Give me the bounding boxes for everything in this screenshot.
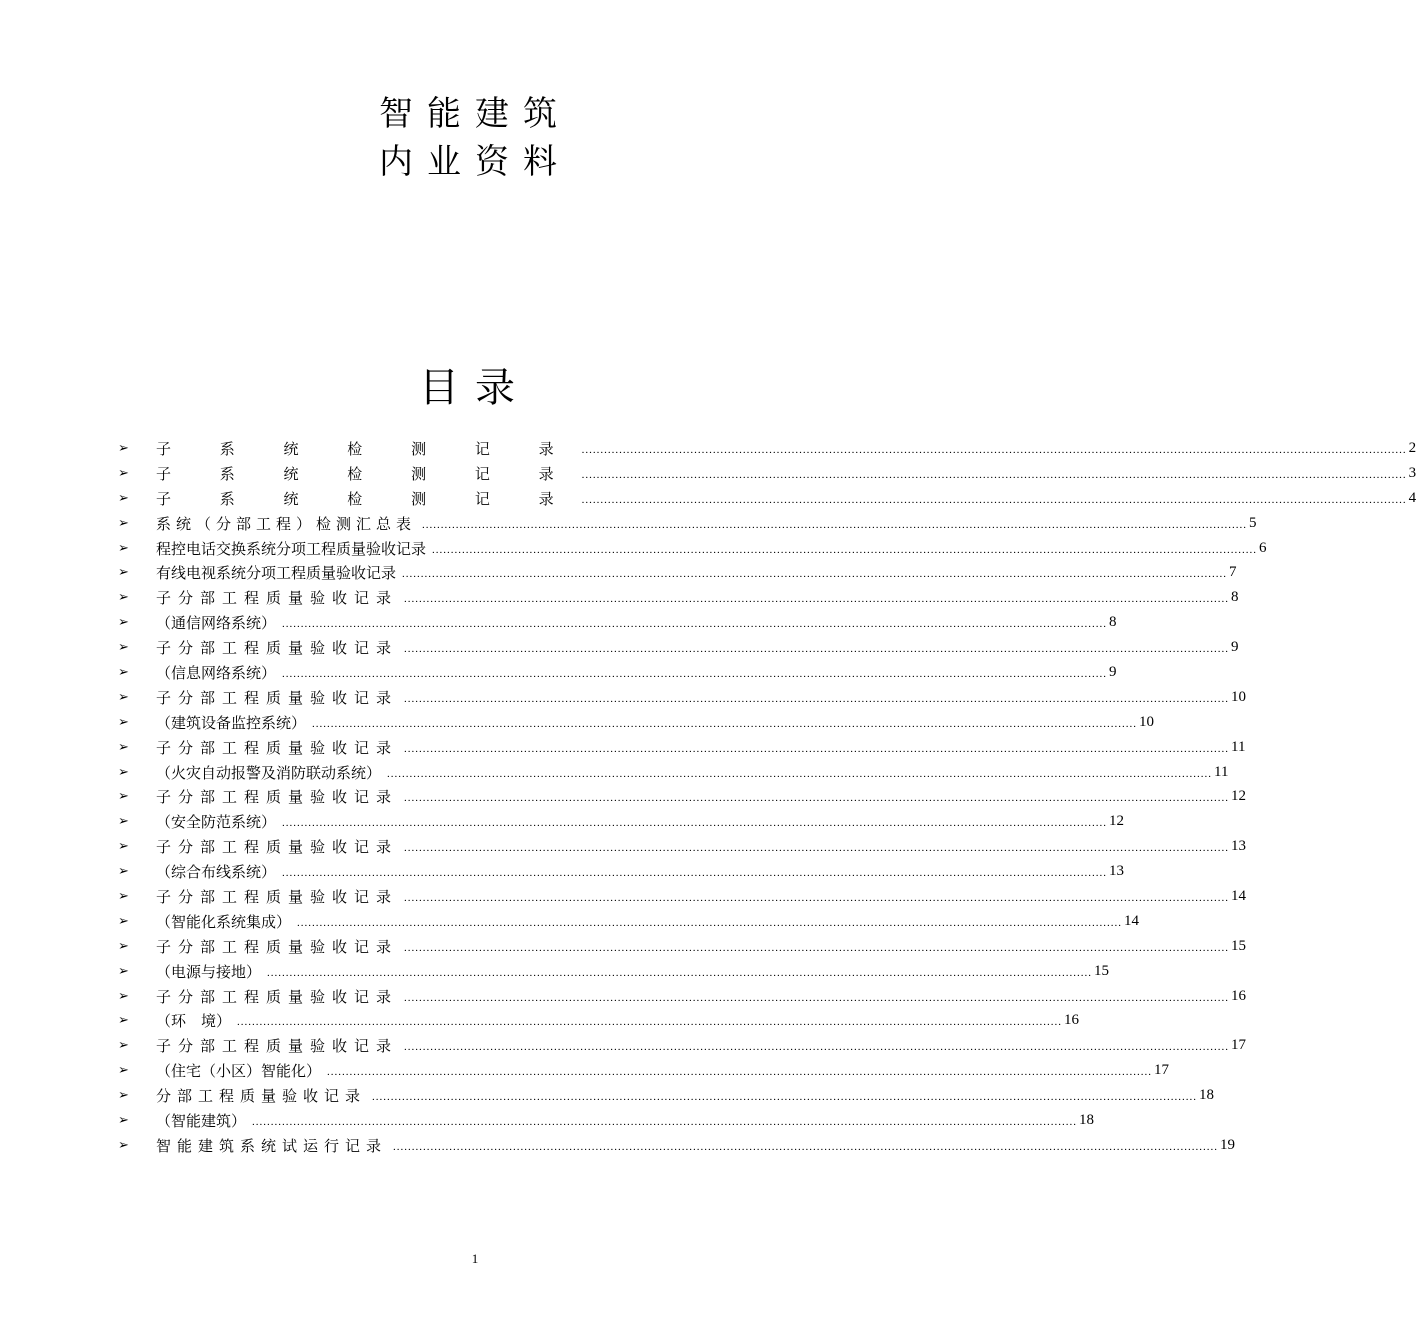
toc-entry-page: 17 — [1154, 1062, 1170, 1079]
toc-leader-dots: ............................................................................................................................................................................................................................ — [312, 717, 1138, 730]
toc-entry-page: 18 — [1199, 1087, 1215, 1104]
toc-leader-dots: ............................................................................................................................................................................................................................ — [237, 1016, 1063, 1029]
toc-entry[interactable] — [118, 560, 1237, 585]
toc-entry-label: 子分部工程质量验收记录 — [156, 639, 399, 658]
toc-entry[interactable] — [118, 884, 1247, 909]
bullet-arrow-icon: ➢ — [118, 590, 129, 606]
toc-leader-dots: ............................................................................................................................................................................................................................ — [404, 842, 1230, 855]
bullet-arrow-icon: ➢ — [118, 839, 129, 855]
bullet-arrow-icon: ➢ — [118, 490, 129, 506]
toc-entry-label: （通信网络系统） — [156, 614, 277, 633]
bullet-arrow-icon: ➢ — [118, 664, 129, 680]
toc-leader-dots: ............................................................................................................................................................................................................................ — [252, 1115, 1078, 1128]
toc-entry-label: （安全防范系统） — [156, 813, 277, 832]
document-title-line2: 内业资料 — [379, 142, 571, 182]
toc-leader-dots: ............................................................................................................................................................................................................................ — [404, 941, 1230, 954]
toc-entry-label: 子分部工程质量验收记录 — [156, 1037, 399, 1056]
toc-leader-dots: ............................................................................................................................................................................................................................ — [393, 1140, 1219, 1153]
toc-entry-page: 7 — [1229, 564, 1237, 581]
toc-entry[interactable] — [118, 809, 1125, 834]
toc-entry[interactable] — [118, 610, 1117, 635]
bullet-arrow-icon: ➢ — [118, 764, 129, 780]
toc-entry-page: 14 — [1231, 887, 1247, 904]
toc-leader-dots: ............................................................................................................................................................................................................................ — [404, 891, 1230, 904]
toc-entry[interactable] — [118, 934, 1247, 959]
toc-entry[interactable] — [118, 660, 1117, 685]
toc-leader-dots: ............................................................................................................................................................................................................................ — [327, 1066, 1153, 1079]
toc-leader-dots: ............................................................................................................................................................................................................................ — [581, 468, 1407, 481]
toc-leader-dots: ............................................................................................................................................................................................................................ — [404, 692, 1230, 705]
toc-entry-page: 19 — [1220, 1136, 1236, 1153]
toc-entry-label: 子 系 统 检 测 记 录 — [156, 439, 576, 458]
bullet-arrow-icon: ➢ — [118, 1063, 129, 1079]
toc-entry-label: 子分部工程质量验收记录 — [156, 987, 399, 1006]
toc-entry-page: 6 — [1259, 539, 1267, 556]
toc-entry[interactable] — [118, 685, 1247, 710]
toc-entry-label: （智能建筑） — [156, 1111, 247, 1130]
bullet-arrow-icon: ➢ — [118, 689, 129, 705]
toc-leader-dots: ............................................................................................................................................................................................................................ — [581, 493, 1407, 506]
toc-entry-page: 13 — [1231, 838, 1247, 855]
toc-entry-page: 9 — [1109, 663, 1117, 680]
toc-entry[interactable] — [118, 859, 1125, 884]
toc-entry-label: （智能化系统集成） — [156, 912, 292, 931]
toc-entry-label: （建筑设备监控系统） — [156, 713, 307, 732]
toc-entry[interactable] — [118, 909, 1140, 934]
toc-entry-page: 2 — [1408, 439, 1416, 456]
bullet-arrow-icon: ➢ — [118, 615, 129, 631]
toc-entry-label: 子分部工程质量验收记录 — [156, 788, 399, 807]
toc-entry-page: 16 — [1064, 1012, 1080, 1029]
bullet-arrow-icon: ➢ — [118, 515, 129, 531]
toc-entry-label: 分部工程质量验收记录 — [156, 1087, 367, 1106]
toc-leader-dots: ............................................................................................................................................................................................................................ — [267, 966, 1093, 979]
toc-entry-label: （综合布线系统） — [156, 863, 277, 882]
toc-entry[interactable] — [118, 635, 1239, 660]
toc-entry[interactable] — [118, 735, 1246, 760]
toc-entry[interactable] — [118, 585, 1239, 610]
toc-entry-page: 17 — [1231, 1037, 1247, 1054]
bullet-arrow-icon: ➢ — [118, 739, 129, 755]
toc-leader-dots: ............................................................................................................................................................................................................................ — [387, 767, 1213, 780]
toc-entry-label: 子分部工程质量验收记录 — [156, 937, 399, 956]
toc-leader-dots: ............................................................................................................................................................................................................................ — [282, 618, 1108, 631]
bullet-arrow-icon: ➢ — [118, 1112, 129, 1128]
toc-leader-dots: ............................................................................................................................................................................................................................ — [422, 518, 1248, 531]
toc-entry[interactable] — [118, 710, 1155, 735]
toc-entry[interactable] — [118, 536, 1267, 561]
toc-leader-dots: ............................................................................................................................................................................................................................ — [297, 916, 1123, 929]
toc-entry[interactable] — [118, 436, 1416, 461]
toc-entry-label: （信息网络系统） — [156, 663, 277, 682]
toc-leader-dots: ............................................................................................................................................................................................................................ — [404, 991, 1230, 1004]
toc-entry-page: 10 — [1231, 688, 1247, 705]
toc-entry[interactable] — [118, 959, 1110, 984]
document-title-line1: 智能建筑 — [379, 94, 571, 134]
toc-entry-label: （环 境） — [156, 1012, 232, 1031]
toc-entry-label: 子 系 统 检 测 记 录 — [156, 489, 576, 508]
table-of-contents — [118, 436, 1416, 1158]
toc-heading: 目录 — [419, 365, 531, 411]
bullet-arrow-icon: ➢ — [118, 888, 129, 904]
toc-entry[interactable] — [118, 760, 1229, 785]
toc-leader-dots: ............................................................................................................................................................................................................................ — [372, 1091, 1198, 1104]
toc-entry[interactable] — [118, 1008, 1080, 1033]
toc-leader-dots: ............................................................................................................................................................................................................................ — [404, 593, 1230, 606]
bullet-arrow-icon: ➢ — [118, 988, 129, 1004]
toc-entry[interactable] — [118, 784, 1247, 809]
toc-entry-page: 16 — [1231, 987, 1247, 1004]
toc-leader-dots: ............................................................................................................................................................................................................................ — [432, 543, 1258, 556]
toc-entry-page: 12 — [1231, 788, 1247, 805]
page-number: 1 — [471, 1251, 479, 1266]
toc-entry-page: 9 — [1231, 639, 1239, 656]
toc-entry-label: 子 系 统 检 测 记 录 — [156, 464, 576, 483]
bullet-arrow-icon: ➢ — [118, 789, 129, 805]
toc-entry-page: 11 — [1231, 738, 1246, 755]
toc-entry[interactable] — [118, 1133, 1236, 1158]
bullet-arrow-icon: ➢ — [118, 814, 129, 830]
toc-entry[interactable] — [118, 1083, 1215, 1108]
toc-entry-label: 子分部工程质量验收记录 — [156, 738, 399, 757]
toc-entry-page: 13 — [1109, 863, 1125, 880]
toc-entry-page: 8 — [1231, 589, 1239, 606]
toc-entry-label: 子分部工程质量验收记录 — [156, 887, 399, 906]
toc-entry-page: 8 — [1109, 614, 1117, 631]
toc-entry-label: 系统（分部工程）检测汇总表 — [156, 514, 417, 533]
toc-entry-page: 18 — [1079, 1111, 1095, 1128]
toc-leader-dots: ............................................................................................................................................................................................................................ — [402, 568, 1228, 581]
toc-entry-label: 程控电话交换系统分项工程质量验收记录 — [156, 539, 427, 558]
bullet-arrow-icon: ➢ — [118, 540, 129, 556]
toc-entry-label: 子分部工程质量验收记录 — [156, 589, 399, 608]
bullet-arrow-icon: ➢ — [118, 1137, 129, 1153]
toc-entry-page: 4 — [1408, 489, 1416, 506]
toc-leader-dots: ............................................................................................................................................................................................................................ — [404, 643, 1230, 656]
toc-entry-page: 15 — [1094, 962, 1110, 979]
toc-entry-page: 10 — [1139, 713, 1155, 730]
toc-entry-label: （住宅（小区）智能化） — [156, 1062, 322, 1081]
toc-entry-page: 12 — [1109, 813, 1125, 830]
bullet-arrow-icon: ➢ — [118, 565, 129, 581]
toc-entry-page: 5 — [1249, 514, 1257, 531]
toc-leader-dots: ............................................................................................................................................................................................................................ — [404, 792, 1230, 805]
toc-entry-page: 3 — [1408, 464, 1416, 481]
toc-entry[interactable] — [118, 461, 1416, 486]
toc-entry-label: 子分部工程质量验收记录 — [156, 838, 399, 857]
bullet-arrow-icon: ➢ — [118, 640, 129, 656]
bullet-arrow-icon: ➢ — [118, 1013, 129, 1029]
toc-leader-dots: ............................................................................................................................................................................................................................ — [581, 443, 1407, 456]
toc-entry[interactable] — [118, 834, 1247, 859]
bullet-arrow-icon: ➢ — [118, 440, 129, 456]
bullet-arrow-icon: ➢ — [118, 938, 129, 954]
toc-entry-label: （火灾自动报警及消防联动系统） — [156, 763, 382, 782]
bullet-arrow-icon: ➢ — [118, 1038, 129, 1054]
bullet-arrow-icon: ➢ — [118, 465, 129, 481]
toc-leader-dots: ............................................................................................................................................................................................................................ — [404, 1041, 1230, 1054]
toc-leader-dots: ............................................................................................................................................................................................................................ — [282, 817, 1108, 830]
toc-leader-dots: ............................................................................................................................................................................................................................ — [282, 867, 1108, 880]
bullet-arrow-icon: ➢ — [118, 1088, 129, 1104]
toc-entry-page: 11 — [1214, 763, 1229, 780]
toc-leader-dots: ............................................................................................................................................................................................................................ — [404, 742, 1230, 755]
toc-entry[interactable] — [118, 486, 1416, 511]
toc-entry[interactable] — [118, 1058, 1170, 1083]
toc-entry-page: 14 — [1124, 912, 1140, 929]
toc-entry-label: 子分部工程质量验收记录 — [156, 688, 399, 707]
toc-entry-label: （电源与接地） — [156, 962, 262, 981]
toc-entry[interactable] — [118, 511, 1257, 536]
bullet-arrow-icon: ➢ — [118, 864, 129, 880]
toc-entry[interactable] — [118, 1108, 1095, 1133]
toc-entry[interactable] — [118, 984, 1247, 1009]
toc-leader-dots: ............................................................................................................................................................................................................................ — [282, 667, 1108, 680]
bullet-arrow-icon: ➢ — [118, 913, 129, 929]
bullet-arrow-icon: ➢ — [118, 714, 129, 730]
bullet-arrow-icon: ➢ — [118, 963, 129, 979]
toc-entry-label: 有线电视系统分项工程质量验收记录 — [156, 564, 397, 583]
toc-entry-label: 智能建筑系统试运行记录 — [156, 1136, 388, 1155]
toc-entry[interactable] — [118, 1033, 1247, 1058]
toc-entry-page: 15 — [1231, 937, 1247, 954]
